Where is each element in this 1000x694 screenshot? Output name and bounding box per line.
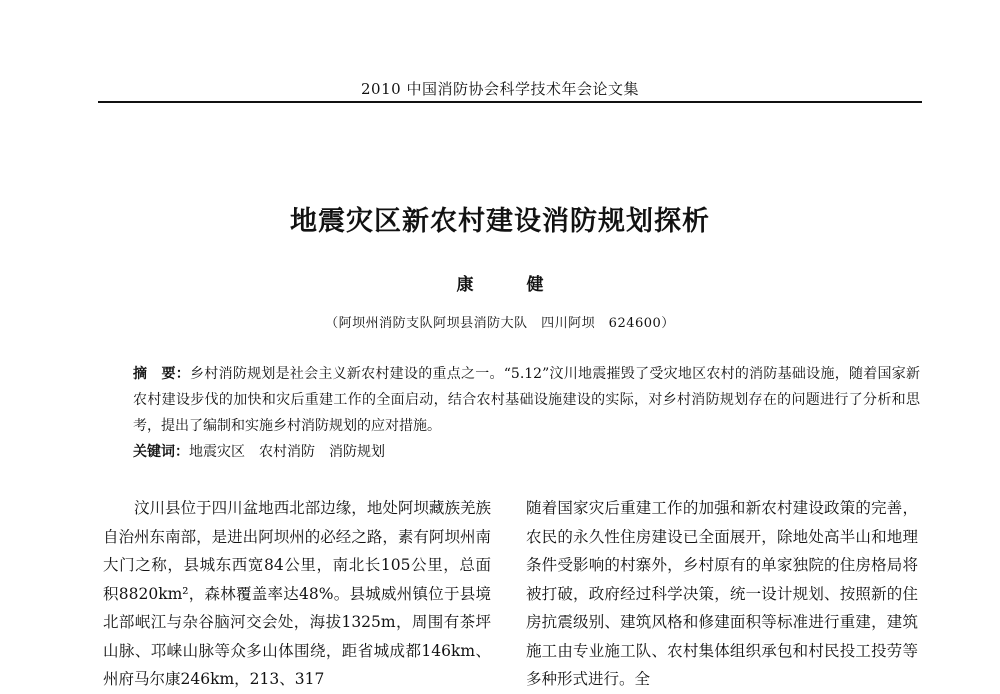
- header-rule: [98, 101, 922, 103]
- author-name: 康 健: [456, 275, 562, 295]
- abstract-text: 乡村消防规划是社会主义新农村建设的重点之一。“5.12”汶川地震摧毁了受灾地区农村的消防基础设施，随着国家新农村建设步伐的加快和灾后重建工作的全面启动，结合农村基础设施建设的实际，对乡村消防规划存在的问题进行了分析和思考，提出了编制和实施乡村消防规划的应对措施。: [133, 366, 921, 434]
- body-left-column: 汶川县位于四川盆地西北部边缘，地处阿坝藏族羌族自治州东南部，是进出阿坝州的必经之路，素有阿坝州南大门之称，县城东西宽84公里，南北长105公里，总面积8820km²，森林覆盖率达48%。县城威州镇位于县境北部岷江与杂谷脑河交会处，海拔1325m，周围有茶坪山脉、邛崃山脉等众多山体围绕，距省城成都146km、州府马尔康246km，213、317: [103, 499, 491, 688]
- keywords-text: 地震灾区 农村消防 消防规划: [189, 444, 385, 460]
- keywords: [133, 441, 913, 463]
- keywords-label: 关键词：: [133, 444, 189, 460]
- body-right-column: 随着国家灾后重建工作的加强和新农村建设政策的完善，农民的永久性住房建设已全面展开，除地处高半山和地理条件受影响的村寨外，乡村原有的单家独院的住房格局将被打破，政府经过科学决策，统一设计规划、按照新的住房抗震级别、建筑风格和修建面积等标准进行重建，建筑施工由专业施工队、农村集体组织承包和村民投工投劳等多种形式进行。全: [526, 499, 918, 688]
- author-affiliation: （阿坝州消防支队阿坝县消防大队 四川阿坝 624600）: [325, 316, 675, 331]
- abstract-label: 摘 要：: [133, 366, 191, 382]
- running-head: 2010 中国消防协会科学技术年会论文集: [361, 80, 639, 98]
- abstract: [103, 361, 920, 439]
- paper-title: 地震灾区新农村建设消防规划探析: [290, 206, 710, 237]
